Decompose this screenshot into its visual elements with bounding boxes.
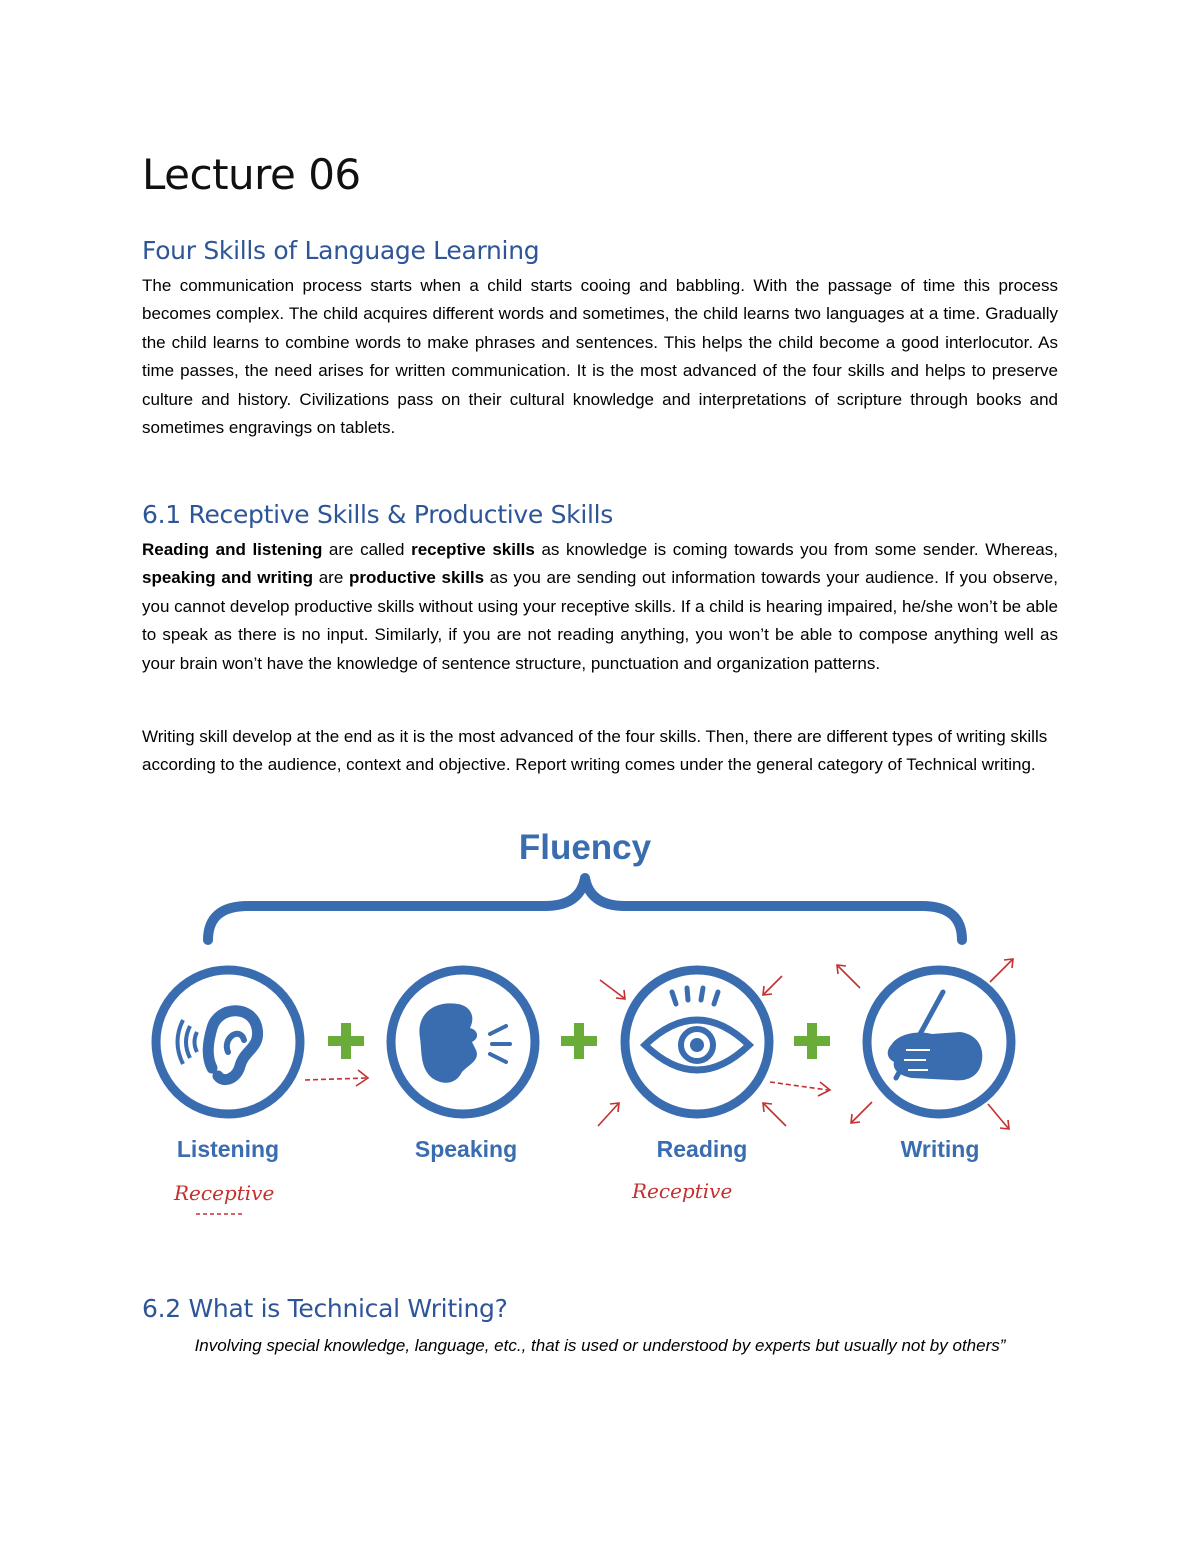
listening-circle [156, 970, 300, 1114]
bold-speaking-writing: speaking and writing [142, 568, 314, 588]
label-reading: Reading [656, 1136, 748, 1162]
arrow-listening-to-speaking [305, 1070, 368, 1086]
label-writing: Writing [900, 1136, 980, 1162]
note-receptive-listening: Receptive [174, 1181, 275, 1205]
section-heading-four-skills: Four Skills of Language Learning [142, 236, 540, 265]
label-listening: Listening [176, 1136, 280, 1162]
plus-sign-1 [328, 1023, 364, 1059]
fluency-title: Fluency [518, 828, 652, 867]
note-receptive-reading: Receptive [632, 1179, 733, 1203]
speaking-circle [391, 970, 535, 1114]
bold-productive-skills: productive skills [348, 568, 485, 588]
plus-sign-3 [794, 1023, 830, 1059]
technical-writing-definition: Involving special knowledge, language, etc., that is used or understood by experts but usually not by others” [194, 1336, 1006, 1355]
fluency-brace [208, 878, 962, 940]
section-heading-technical-writing: 6.2 What is Technical Writing? [142, 1294, 508, 1323]
writing-circle [867, 970, 1011, 1114]
intro-paragraph: The communication process starts when a child starts cooing and babbling. With the passage of time this process becomes complex. The child acquires different words and sometimes, the child learns two languages at a time. Gradually the child learns to combine words to make phrases and sentences. This helps the child become a good interlocutor. As time passes, the need arises for written communication. It is the most advanced of the four skills and helps to preserve culture and history. Civilizations pass on their cultural knowledge and interpretations of scripture through books and sometimes engravings on tablets. [142, 276, 1058, 438]
fluency-diagram [140, 820, 1060, 1240]
plus-sign-2 [561, 1023, 597, 1059]
page-title: Lecture 06 [142, 150, 361, 199]
bold-receptive-skills: receptive skills [411, 540, 535, 559]
reading-circle [625, 970, 769, 1114]
receptive-productive-paragraph: Reading and listening are called receptive skills as knowledge is coming towards you from some sender. Whereas, speaking and writing are productive skills as you are sending out information towards your audience. If you observe, you cannot develop productive skills without using your receptive skills. If a child is hearing impaired, he/she won’t be able to speak as there is no input. Similarly, if you are not reading anything, you won’t be able to compose anything well as your brain won’t have the knowledge of sentence structure, punctuation and organization patterns. [142, 540, 1058, 673]
bold-reading-listening: Reading and listening [142, 540, 323, 559]
section-heading-receptive-productive: 6.1 Receptive Skills & Productive Skills [142, 500, 613, 529]
arrow-reading-to-writing [770, 1082, 830, 1096]
writing-skill-paragraph: Writing skill develop at the end as it is the most advanced of the four skills. Then, there are different types of writing skills according to the audience, context and objective. Report writing comes under the general category of Technical writing. [142, 727, 1048, 775]
label-speaking: Speaking [414, 1136, 518, 1162]
